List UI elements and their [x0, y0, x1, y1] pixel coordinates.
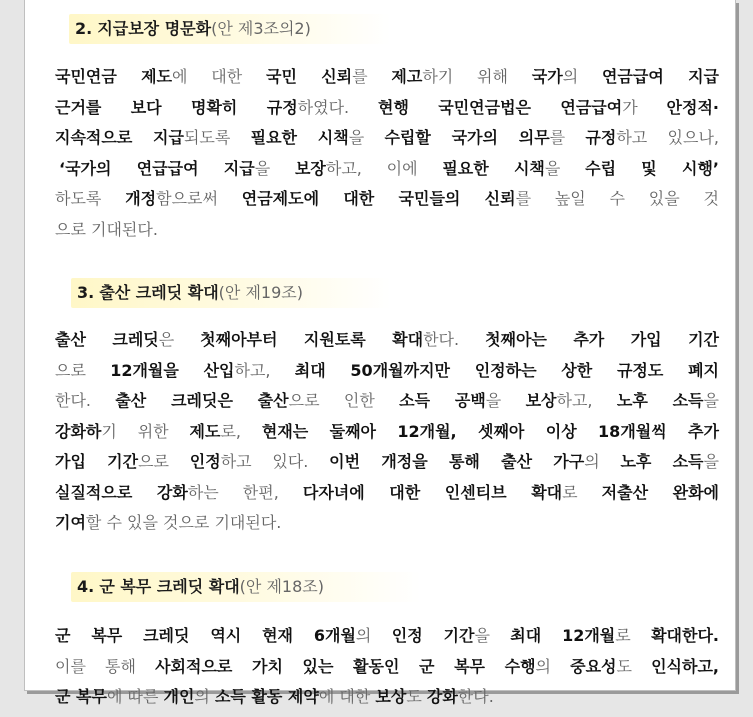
- plain-text: 을: [703, 452, 719, 471]
- plain-text: 한다.: [423, 330, 486, 349]
- bold-text: 노후 소득: [620, 452, 704, 471]
- bold-text: 필요한 시책: [250, 128, 349, 147]
- bold-text: 실질적으로 강화: [55, 482, 188, 502]
- heading-number: 3.: [77, 283, 95, 302]
- bold-text: 연금급여 지급: [601, 67, 719, 86]
- plain-text: 으로 인한: [288, 391, 400, 410]
- text-line: [55, 386, 719, 417]
- bold-text: 인정: [189, 452, 221, 471]
- plain-text: 의: [355, 626, 392, 645]
- plain-text: 을: [348, 128, 385, 147]
- plain-text: 의: [194, 687, 215, 706]
- bold-text: 이번 개정을 통해 출산 가구: [329, 452, 585, 471]
- bold-text: 국민연금 제도: [55, 67, 173, 86]
- section-heading-4: [71, 572, 421, 602]
- plain-text: 하고,: [556, 391, 617, 410]
- plain-text: 으로: [55, 360, 111, 380]
- bold-text: 최대 50개월까지만 인정하는 상한 규정도 폐지: [294, 360, 719, 380]
- bold-text: 보장: [294, 158, 326, 178]
- section-heading-3: [71, 278, 391, 308]
- plain-text: 하고, 이에: [325, 158, 443, 178]
- bold-text: 연금제도에 대한 국민들의 신뢰: [241, 189, 516, 208]
- bold-text: 강화하: [55, 421, 102, 441]
- plain-text: 하고,: [234, 360, 295, 380]
- bold-text: 수립할 국가의 의무: [384, 128, 550, 147]
- plain-text: 하였다.: [297, 97, 378, 117]
- heading-title: 지급보장 명문화: [97, 19, 212, 38]
- text-line: [55, 621, 719, 652]
- plain-text: 이를 통해: [55, 656, 156, 676]
- plain-text: 를 높일 수 있을 것: [515, 189, 719, 208]
- bold-text: 소득 활동 제약: [214, 687, 319, 706]
- document-sheet: [24, 0, 736, 706]
- bold-text: 가입 기간: [55, 452, 139, 471]
- heading-reference: (안 제19조): [218, 283, 303, 302]
- bold-text: 제도: [189, 421, 221, 441]
- text-line: [55, 417, 719, 448]
- plain-text: 기 위한: [101, 421, 190, 441]
- plain-text: 를: [549, 128, 586, 147]
- bold-text: 출산 크레딧: [55, 330, 159, 349]
- bold-text: 개정: [125, 189, 157, 208]
- bold-text: 보상: [375, 687, 407, 706]
- plain-text: 하고 있다.: [220, 452, 330, 471]
- plain-text: 을: [254, 158, 295, 178]
- bold-text: 규정: [585, 128, 617, 147]
- bold-text: 12개월을 산입: [110, 360, 235, 380]
- plain-text: 에 대한: [318, 687, 376, 706]
- plain-text: 의: [562, 67, 602, 86]
- section-heading-2: [69, 14, 391, 44]
- bold-text: 첫째아부터 지원토록 확대: [200, 330, 424, 349]
- bold-text: 인정 기간: [391, 626, 475, 645]
- bold-text: 근거를 보다 명확히 규정: [55, 97, 298, 117]
- plain-text: 할 수 있을 것으로 기대된다.: [85, 513, 282, 532]
- plain-text: 은: [158, 330, 201, 349]
- bold-text: 보상: [525, 391, 557, 410]
- heading-number: 4.: [77, 577, 95, 596]
- bold-text: 지속적으로 지급: [55, 128, 184, 147]
- plain-text: 도: [616, 656, 652, 676]
- text-line: [55, 93, 719, 124]
- plain-text: 하고 있으나,: [616, 128, 719, 147]
- plain-text: 의: [535, 656, 571, 676]
- text-line: [55, 508, 719, 539]
- bold-text: 강화: [426, 687, 458, 706]
- plain-text: 하도록: [55, 189, 126, 208]
- plain-text: 의: [584, 452, 621, 471]
- plain-text: 가: [622, 97, 667, 117]
- plain-text: 으로 기대된다.: [55, 219, 158, 239]
- bold-text: 필요한 시책: [442, 158, 545, 178]
- bold-text: 저출산 완화에: [601, 482, 719, 502]
- plain-text: 한다.: [457, 687, 494, 706]
- text-line: [55, 447, 719, 478]
- bold-text: 확대한다.: [651, 626, 719, 645]
- text-line: [55, 478, 719, 509]
- plain-text: 에 대한: [172, 67, 267, 86]
- plain-text: 도: [406, 687, 427, 706]
- text-line: [55, 62, 719, 93]
- bold-text: 출산 크레딧은 출산: [115, 391, 289, 410]
- bold-text: 안정적·: [666, 97, 719, 117]
- text-line: [55, 184, 719, 215]
- plain-text: 에 따른: [106, 687, 164, 706]
- text-line: [55, 682, 719, 713]
- plain-text: 로,: [220, 421, 262, 441]
- text-line: [55, 325, 719, 356]
- bold-text: 인식하고,: [651, 656, 719, 676]
- plain-text: 을: [703, 391, 719, 410]
- section-body-3: [55, 325, 719, 539]
- heading-reference: (안 제18조): [239, 577, 324, 596]
- heading-number: 2.: [75, 19, 93, 38]
- plain-text: 되도록: [183, 128, 251, 147]
- plain-text: 를: [352, 67, 392, 86]
- bold-text: 소득 공백: [399, 391, 486, 410]
- bold-text: ‘국가의 연급급여 지급: [59, 158, 255, 178]
- heading-title: 군 복무 크레딧 확대: [99, 577, 240, 596]
- section-body-4: [55, 621, 719, 713]
- text-line: [55, 215, 719, 246]
- bold-text: 국민 신뢰: [266, 67, 353, 86]
- bold-text: 첫째아는 추가 가입 기간: [485, 330, 719, 349]
- bold-text: 국가: [531, 67, 563, 86]
- plain-text: 로: [615, 626, 652, 645]
- bold-text: 노후 소득: [616, 391, 704, 410]
- plain-text: 을: [474, 626, 511, 645]
- bold-text: 중요성: [570, 656, 617, 676]
- plain-text: 을: [485, 391, 526, 410]
- bold-text: 군 복무 크레딧 역시 현재 6개월: [55, 626, 356, 645]
- heading-title: 출산 크레딧 확대: [99, 283, 219, 302]
- plain-text: 로: [562, 482, 602, 502]
- bold-text: 군 복무: [55, 687, 107, 706]
- heading-reference: (안 제3조의2): [211, 19, 311, 38]
- bold-text: 개인: [163, 687, 195, 706]
- bold-text: 다자녀에 대한 인센티브 확대: [302, 482, 563, 502]
- plain-text: 하는 한편,: [187, 482, 303, 502]
- text-line: [55, 356, 719, 387]
- section-body-2: [55, 62, 719, 245]
- bold-text: 현행 국민연금법은 연금급여: [378, 97, 623, 117]
- plain-text: 을: [544, 158, 586, 178]
- text-line: [55, 123, 719, 154]
- plain-text: 한다.: [55, 391, 116, 410]
- bold-text: 사회적으로 가치 있는 활동인 군 복무 수행: [155, 656, 536, 676]
- bold-text: 수립 및 시행’: [585, 158, 719, 178]
- text-line: [55, 154, 719, 185]
- plain-text: 하기 위해: [422, 67, 532, 86]
- bold-text: 현재는 둘째아 12개월, 셋째아 이상 18개월씩 추가: [261, 421, 719, 441]
- plain-text: 으로: [138, 452, 190, 471]
- bold-text: 기여: [55, 513, 86, 532]
- plain-text: 함으로써: [156, 189, 242, 208]
- bold-text: 제고: [391, 67, 423, 86]
- bold-text: 최대 12개월: [510, 626, 616, 645]
- text-line: [55, 652, 719, 683]
